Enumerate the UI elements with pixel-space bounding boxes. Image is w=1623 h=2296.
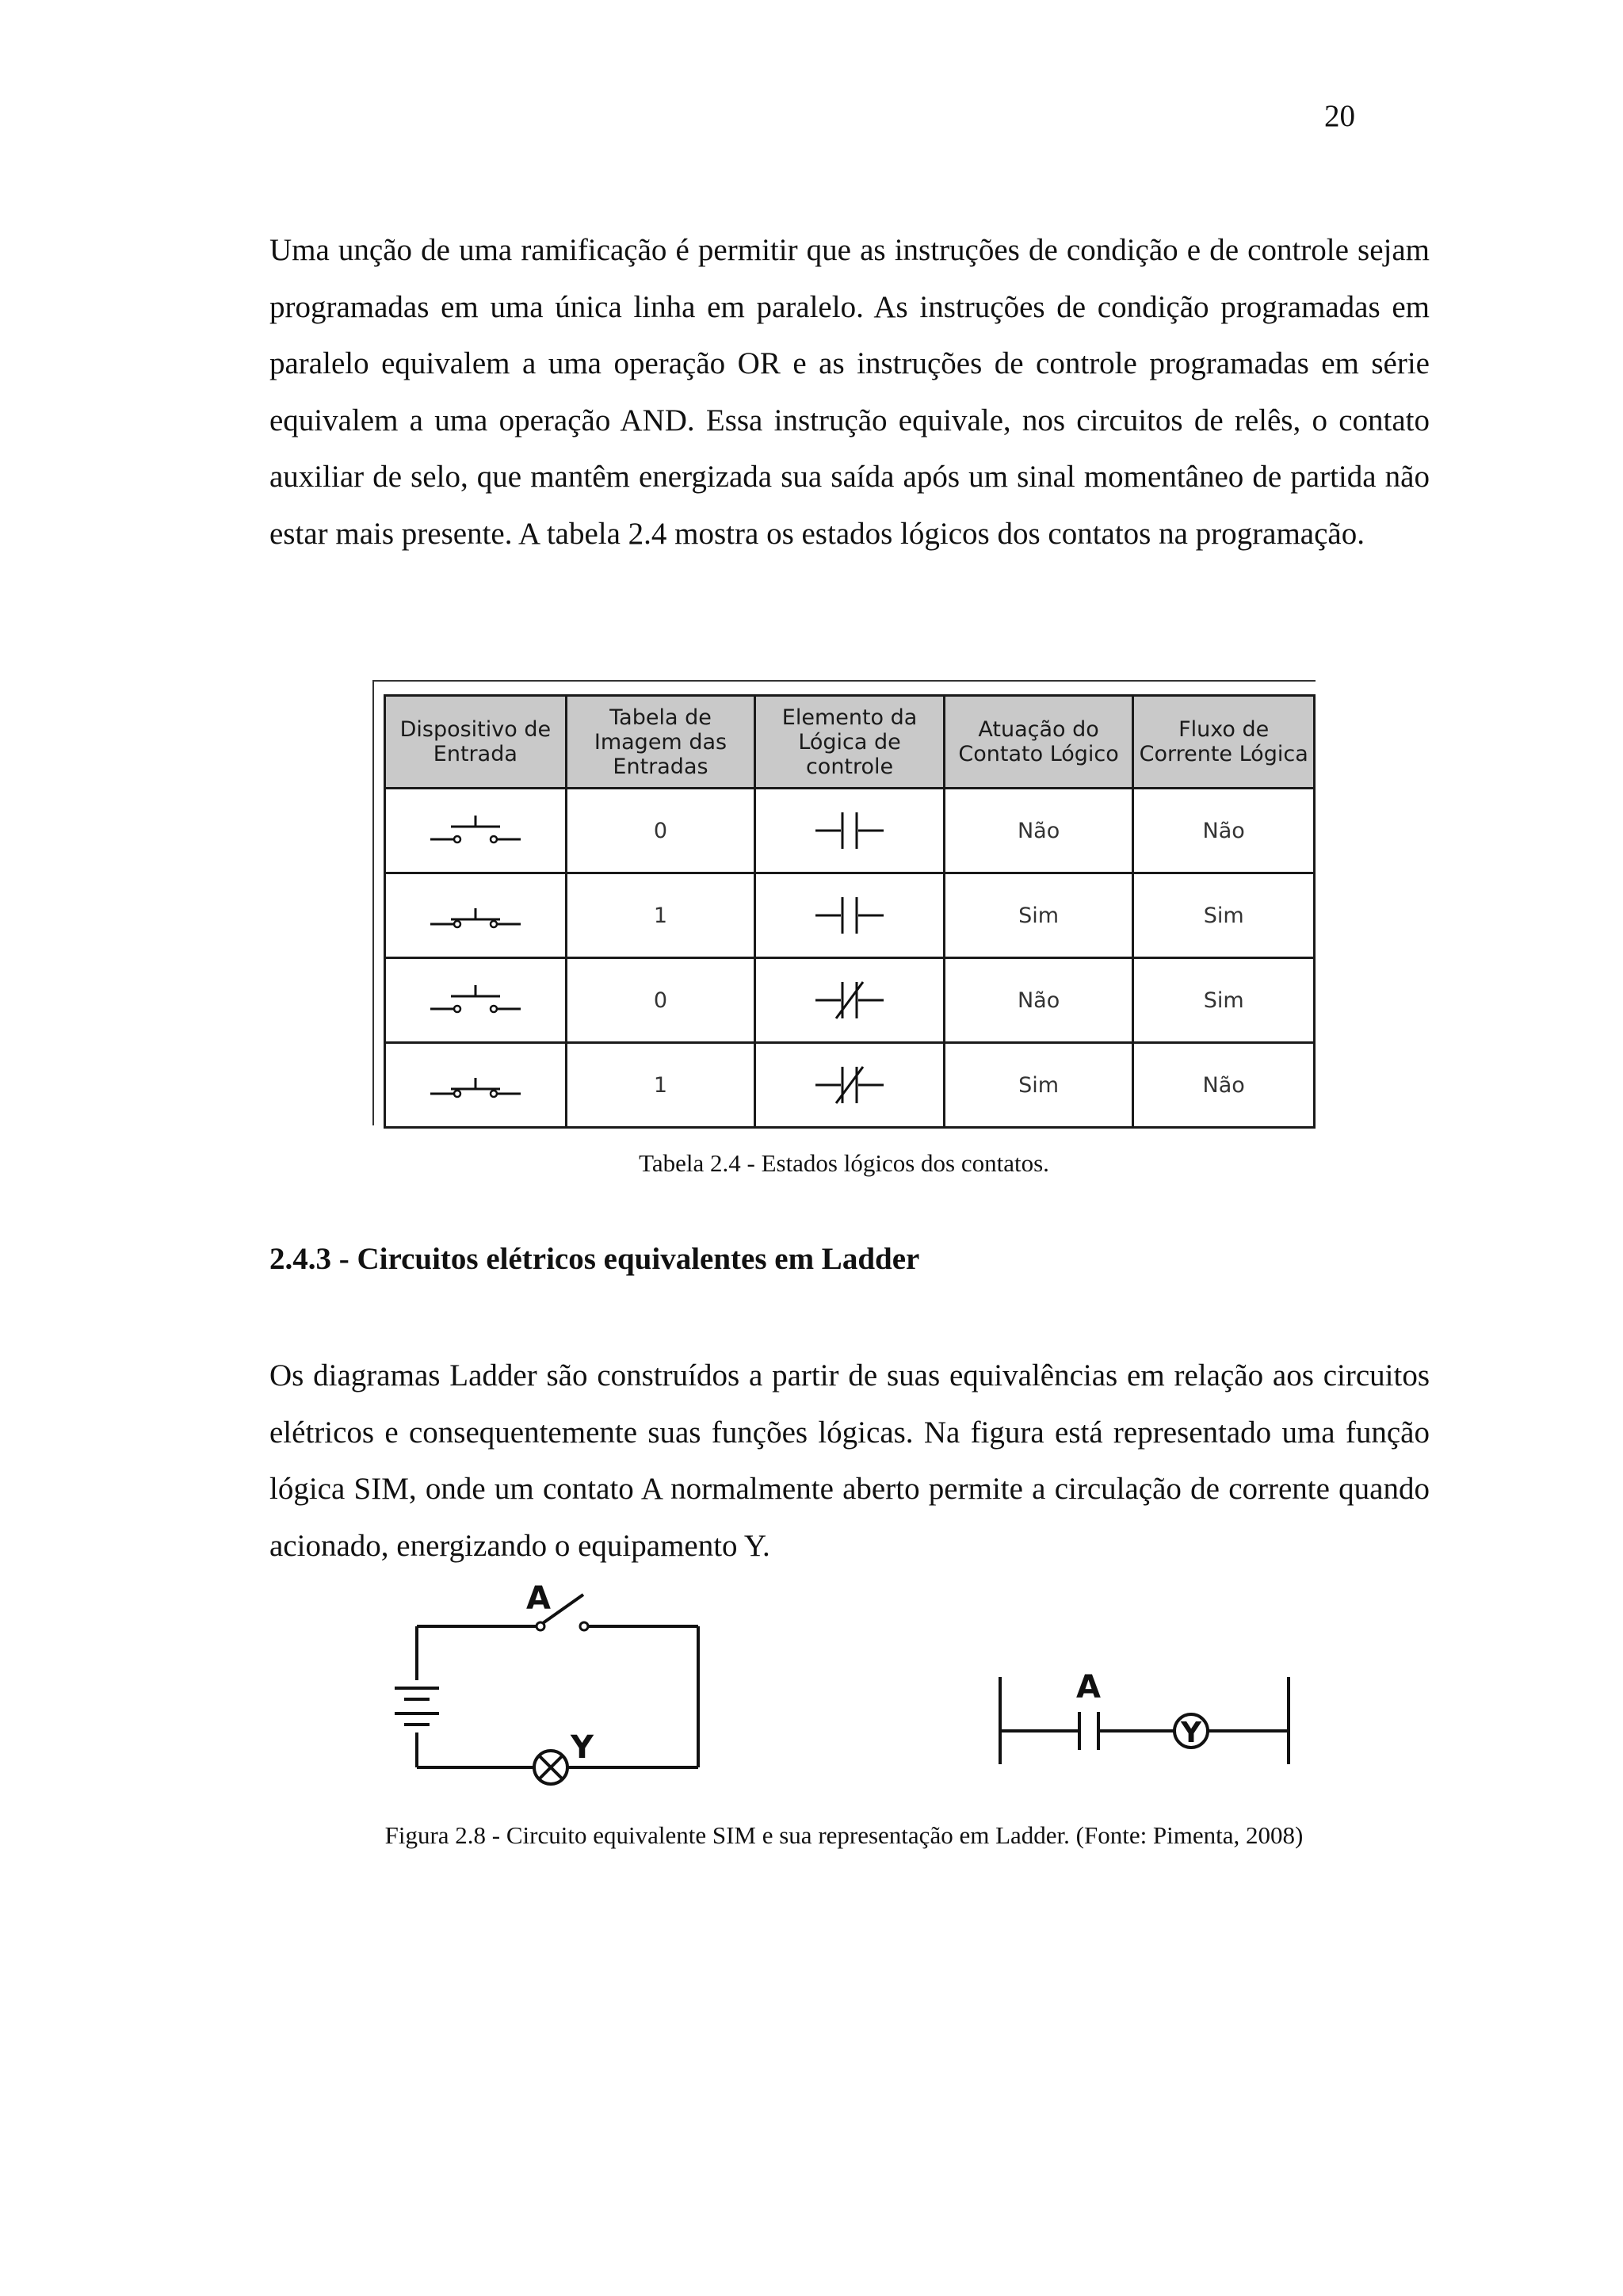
actuation-cell: Não	[944, 958, 1133, 1043]
element-cell	[755, 789, 945, 873]
header-control-logic-element: Elemento da Lógica de controle	[755, 696, 945, 789]
page-number: 20	[1324, 99, 1355, 133]
contact-nc-icon	[814, 979, 885, 1022]
flow-cell: Não	[1133, 1043, 1315, 1128]
yes-function-circuit-diagram	[380, 1577, 713, 1807]
flow-cell: Sim	[1133, 958, 1315, 1043]
circuit-lamp-label: Y	[571, 1729, 594, 1766]
image-value-cell: 1	[566, 1043, 755, 1128]
actuation-cell: Sim	[944, 873, 1133, 958]
element-cell	[755, 873, 945, 958]
image-value-cell: 1	[566, 873, 755, 958]
closed-switch-icon	[424, 896, 527, 935]
body-paragraph-1: Uma unção de uma ramificação é permitir que as instruções de condição e de controle sejam programadas em uma única linha em paralelo. As instruções de condição programadas em paralelo equivalem a uma operação OR e as instruções de controle programadas em série equivalem a uma operação AND. Essa instrução equivale, nos circuitos de relês, o contato auxiliar de selo, que mantêm energizada sua saída após um sinal momentâneo de partida não estar mais presente. A tabela 2.4 mostra os estados lógicos dos contatos na programação.	[269, 233, 1430, 551]
element-cell	[755, 958, 945, 1043]
contact-no-icon	[814, 894, 885, 937]
open-switch-icon	[424, 980, 527, 1020]
battery-icon	[395, 1688, 439, 1725]
logic-states-table	[384, 694, 1316, 1129]
device-cell	[385, 873, 567, 958]
device-cell	[385, 789, 567, 873]
flow-cell: Sim	[1133, 873, 1315, 958]
circuit-wires	[417, 1626, 698, 1767]
table-row	[385, 789, 1315, 873]
table-header-row	[385, 696, 1315, 789]
actuation-cell: Sim	[944, 1043, 1133, 1128]
header-logic-current-flow: Fluxo de Corrente Lógica	[1133, 696, 1315, 789]
open-switch-icon	[424, 811, 527, 850]
image-value-cell: 0	[566, 958, 755, 1043]
figure-caption: Figura 2.8 - Circuito equivalente SIM e sua representação em Ladder. (Fonte: Pimenta, 2008)	[384, 1821, 1304, 1849]
ladder-diagram	[991, 1663, 1300, 1782]
device-cell	[385, 1043, 567, 1128]
contact-no-icon	[814, 809, 885, 852]
contact-nc-icon	[814, 1064, 885, 1106]
coil-icon	[1174, 1714, 1208, 1749]
table-row	[385, 1043, 1315, 1128]
circuit-switch-label: A	[526, 1580, 551, 1617]
scan-border-left	[372, 680, 374, 1125]
flow-cell: Não	[1133, 789, 1315, 873]
ladder-coil-label: Y	[1180, 1717, 1202, 1749]
logic-states-table-figure	[372, 680, 1316, 1125]
table-row	[385, 873, 1315, 958]
section-heading: 2.4.3 - Circuitos elétricos equivalentes em Ladder	[269, 1242, 920, 1276]
header-input-device: Dispositivo de Entrada	[385, 696, 567, 789]
body-paragraph-2: Os diagramas Ladder são construídos a partir de suas equivalências em relação aos circuitos elétricos e consequentemente suas funções lógicas. Na figura está representado uma função lógica SIM, onde um contato A normalmente aberto permite a circulação de corrente quando acionado, energizando o equipamento Y.	[269, 1358, 1430, 1563]
device-cell	[385, 958, 567, 1043]
header-input-image-table: Tabela de Imagem das Entradas	[566, 696, 755, 789]
ladder-contact-label: A	[1076, 1669, 1101, 1706]
table-caption: Tabela 2.4 - Estados lógicos dos contatos.	[639, 1149, 1049, 1177]
contact-no-icon	[1079, 1712, 1098, 1750]
actuation-cell: Não	[944, 789, 1133, 873]
header-logic-contact-actuation: Atuação do Contato Lógico	[944, 696, 1133, 789]
scan-border-top	[372, 680, 1316, 682]
table-row	[385, 958, 1315, 1043]
image-value-cell: 0	[566, 789, 755, 873]
lamp-y-icon	[534, 1751, 567, 1784]
element-cell	[755, 1043, 945, 1128]
closed-switch-icon	[424, 1065, 527, 1105]
